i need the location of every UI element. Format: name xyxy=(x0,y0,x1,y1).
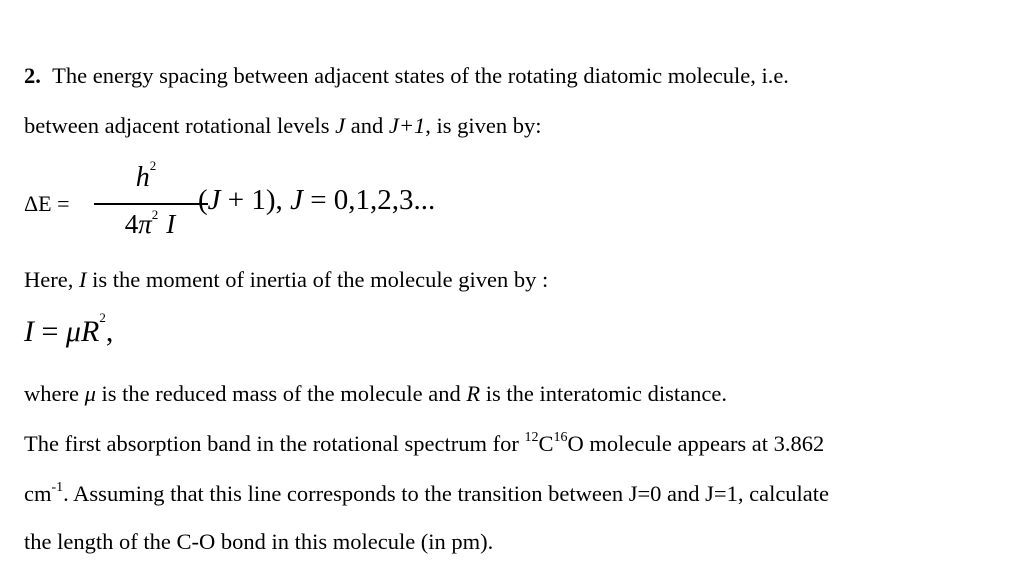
rhs-open-paren: ( xyxy=(198,184,208,216)
fraction-bar xyxy=(94,203,208,205)
inertia-intro-line xyxy=(24,266,548,294)
carbon-isotope: 12 xyxy=(524,429,539,445)
carbon-symbol: C xyxy=(538,431,554,456)
f2-I: I xyxy=(24,315,34,348)
f2-exponent: 2 xyxy=(99,310,106,325)
where-text-a: where xyxy=(24,381,85,406)
where-mu: μ xyxy=(84,381,96,406)
inertia-text-a: Here, xyxy=(24,267,79,292)
problem-intro-line-2 xyxy=(24,112,542,140)
band-line-3 xyxy=(24,528,493,556)
f2-equals: = xyxy=(34,315,66,348)
var-J: J xyxy=(335,113,346,138)
where-R: R xyxy=(466,381,481,406)
numerator-exponent: 2 xyxy=(149,157,157,173)
unit-exponent: -1 xyxy=(51,479,64,495)
band-line-1 xyxy=(24,430,824,458)
intro-text-2a: between adjacent rotational levels xyxy=(24,113,336,138)
formula-rhs xyxy=(198,182,435,218)
oxygen-isotope: 16 xyxy=(553,429,568,445)
numerator-h: h xyxy=(135,162,150,193)
band-text-b: O molecule appears at 3.862 xyxy=(567,431,825,456)
var-J-plus-1: J+1 xyxy=(388,113,426,138)
inertia-text-b: is the moment of inertia of the molecule given by : xyxy=(86,267,549,292)
denominator-I: I xyxy=(166,209,176,239)
f2-mu: μ xyxy=(65,315,81,348)
where-text-b: is the reduced mass of the molecule and xyxy=(95,381,467,406)
problem-intro-line-1 xyxy=(24,62,789,90)
intro-text-2b: and xyxy=(345,113,389,138)
f2-comma: , xyxy=(105,315,114,348)
rhs-J: J xyxy=(207,184,221,216)
where-text-c: is the interatomic distance. xyxy=(480,381,727,406)
problem-number: 2. xyxy=(24,63,41,88)
rhs-plus-one: + 1), xyxy=(220,184,291,216)
energy-spacing-formula xyxy=(24,157,624,250)
band-text-3: the length of the C-O bond in this molecule (in pm). xyxy=(24,529,494,554)
band-text-2: . Assuming that this line corresponds to the transition between J=0 and J=1, calculate xyxy=(63,481,830,506)
denominator-coeff: 4 xyxy=(124,209,139,239)
band-line-2 xyxy=(24,480,829,508)
rhs-values: = 0,1,2,3... xyxy=(302,184,436,216)
intro-text-2c: , is given by: xyxy=(425,113,542,138)
rhs-J-2: J xyxy=(290,184,303,216)
where-line xyxy=(24,380,727,408)
fraction-numerator xyxy=(82,157,210,194)
moment-of-inertia-formula xyxy=(24,312,113,352)
denominator-exponent: 2 xyxy=(151,207,159,222)
unit-cm: cm xyxy=(24,481,52,506)
formula-fraction xyxy=(82,157,210,250)
band-text-a: The first absorption band in the rotational spectrum for xyxy=(24,431,525,456)
intro-text-1: The energy spacing between adjacent states of the rotating diatomic molecule, i.e. xyxy=(52,63,789,88)
formula-lhs: ΔE = xyxy=(24,191,70,216)
fraction-denominator xyxy=(88,208,212,240)
f2-R: R xyxy=(80,315,100,348)
denominator-pi: π xyxy=(138,209,152,239)
var-I: I xyxy=(78,267,87,292)
